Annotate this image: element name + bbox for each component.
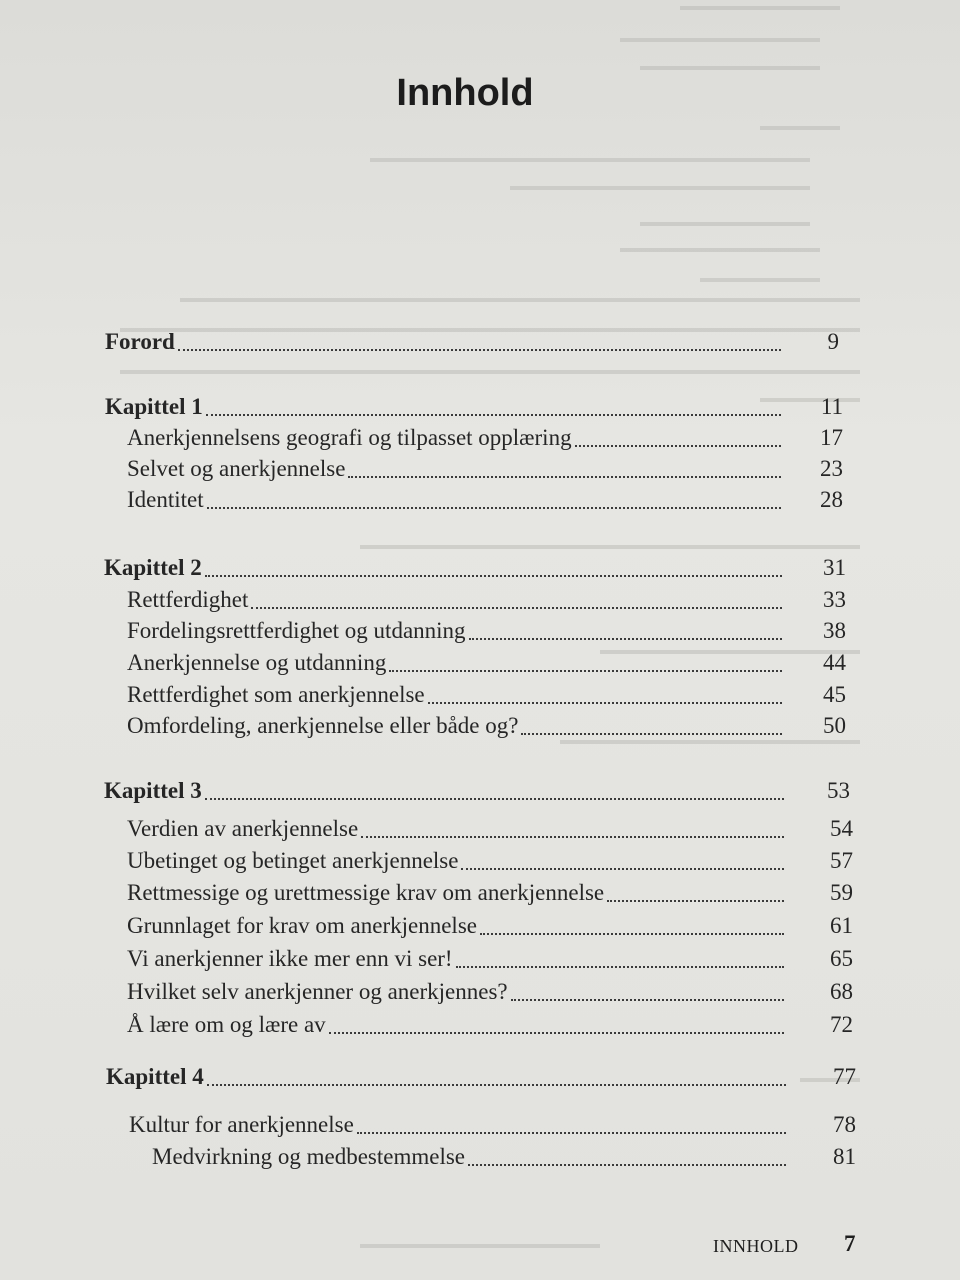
toc-entry-chapter bbox=[105, 392, 843, 422]
leader-dots bbox=[468, 1163, 786, 1166]
leader-dots bbox=[348, 475, 781, 478]
toc-entry-subsection bbox=[152, 1142, 856, 1172]
page-number: 7 bbox=[844, 1231, 856, 1256]
toc-page-number: 11 bbox=[820, 394, 843, 419]
toc-page-number: 59 bbox=[830, 880, 853, 905]
toc-entry-section bbox=[127, 585, 846, 615]
toc-page-number: 54 bbox=[830, 816, 853, 841]
toc-label: Verdien av anerkjennelse bbox=[127, 816, 359, 841]
leader-dots bbox=[205, 574, 782, 577]
toc-page-number: 38 bbox=[823, 618, 846, 643]
toc-page-number: 17 bbox=[820, 425, 843, 450]
toc-entry-forord bbox=[105, 327, 839, 357]
leader-dots bbox=[207, 506, 781, 509]
toc-entry-section bbox=[127, 814, 853, 844]
toc-entry-section bbox=[127, 680, 846, 710]
toc-label: Kultur for anerkjennelse bbox=[129, 1112, 354, 1137]
toc-label: Ubetinget og betinget anerkjennelse bbox=[127, 848, 459, 873]
leader-dots bbox=[207, 1083, 786, 1086]
leader-dots bbox=[521, 732, 782, 735]
toc-label: Kapittel 3 bbox=[104, 778, 202, 803]
toc-label: Anerkjennelsens geografi og tilpasset opplæring bbox=[127, 425, 572, 450]
toc-label: Kapittel 1 bbox=[105, 394, 203, 419]
toc-label: Vi anerkjenner ikke mer enn vi ser! bbox=[127, 946, 453, 971]
leader-dots bbox=[575, 444, 781, 447]
toc-label: Identitet bbox=[127, 487, 204, 512]
toc-label: Å lære om og lære av bbox=[127, 1012, 326, 1037]
leader-dots bbox=[461, 867, 784, 870]
toc-page-number: 65 bbox=[830, 946, 853, 971]
toc-entry-section bbox=[127, 711, 846, 741]
leader-dots bbox=[456, 965, 784, 968]
toc-page-number: 33 bbox=[823, 587, 846, 612]
toc-page-number: 68 bbox=[830, 979, 853, 1004]
leader-dots bbox=[205, 797, 784, 800]
leader-dots bbox=[329, 1031, 784, 1034]
toc-page-number: 31 bbox=[823, 555, 846, 580]
toc-entry-chapter bbox=[104, 553, 846, 583]
leader-dots bbox=[206, 413, 781, 416]
toc-entry-section bbox=[127, 423, 843, 453]
toc-entry-section bbox=[127, 944, 853, 974]
leader-dots bbox=[511, 998, 784, 1001]
leader-dots bbox=[361, 835, 784, 838]
toc-page-number: 9 bbox=[827, 329, 839, 354]
leader-dots bbox=[178, 348, 781, 351]
toc-page-number: 57 bbox=[830, 848, 853, 873]
toc-page-number: 28 bbox=[820, 487, 843, 512]
toc-entry-section bbox=[127, 878, 853, 908]
toc-entry-section bbox=[127, 846, 853, 876]
toc-page-number: 45 bbox=[823, 682, 846, 707]
leader-dots bbox=[389, 669, 782, 672]
leader-dots bbox=[607, 899, 784, 902]
toc-label: Omfordeling, anerkjennelse eller både og? bbox=[127, 713, 519, 738]
toc-label: Anerkjennelse og utdanning bbox=[127, 650, 387, 675]
leader-dots bbox=[428, 701, 782, 704]
toc-page-number: 53 bbox=[827, 778, 850, 803]
toc-entry-section bbox=[127, 616, 846, 646]
toc-page-number: 77 bbox=[833, 1064, 856, 1089]
leader-dots bbox=[251, 606, 782, 609]
running-footer-label: INNHOLD bbox=[713, 1236, 799, 1256]
toc-label: Medvirkning og medbestemmelse bbox=[152, 1144, 465, 1169]
toc-page-number: 50 bbox=[823, 713, 846, 738]
toc-label: Rettferdighet bbox=[127, 587, 249, 612]
page-title: Innhold bbox=[396, 72, 534, 114]
toc-label: Kapittel 4 bbox=[106, 1064, 204, 1089]
toc-entry-section bbox=[127, 485, 843, 515]
toc-label: Kapittel 2 bbox=[104, 555, 202, 580]
toc-label: Rettmessige og urettmessige krav om anerkjennelse bbox=[127, 880, 605, 905]
toc-entry-section bbox=[127, 977, 853, 1007]
toc-label: Grunnlaget for krav om anerkjennelse bbox=[127, 913, 477, 938]
toc-entry-section bbox=[127, 648, 846, 678]
toc-page-number: 61 bbox=[830, 913, 853, 938]
leader-dots bbox=[469, 637, 782, 640]
toc-page-number: 23 bbox=[820, 456, 843, 481]
toc-entry-section bbox=[127, 1010, 853, 1040]
toc-label: Hvilket selv anerkjenner og anerkjennes? bbox=[127, 979, 508, 1004]
toc-entry-section bbox=[127, 911, 853, 941]
toc-page-number: 81 bbox=[833, 1144, 856, 1169]
toc-label: Rettferdighet som anerkjennelse bbox=[127, 682, 425, 707]
toc-entry-section bbox=[127, 454, 843, 484]
toc-page-number: 78 bbox=[833, 1112, 856, 1137]
leader-dots bbox=[480, 932, 784, 935]
toc-page-number: 44 bbox=[823, 650, 846, 675]
toc-entry-section bbox=[129, 1110, 856, 1140]
toc-page-number: 72 bbox=[830, 1012, 853, 1037]
toc-label: Forord bbox=[105, 329, 175, 354]
toc-entry-chapter bbox=[106, 1062, 856, 1092]
toc-entry-chapter bbox=[104, 776, 850, 806]
leader-dots bbox=[357, 1131, 786, 1134]
toc-label: Selvet og anerkjennelse bbox=[127, 456, 346, 481]
toc-label: Fordelingsrettferdighet og utdanning bbox=[127, 618, 466, 643]
